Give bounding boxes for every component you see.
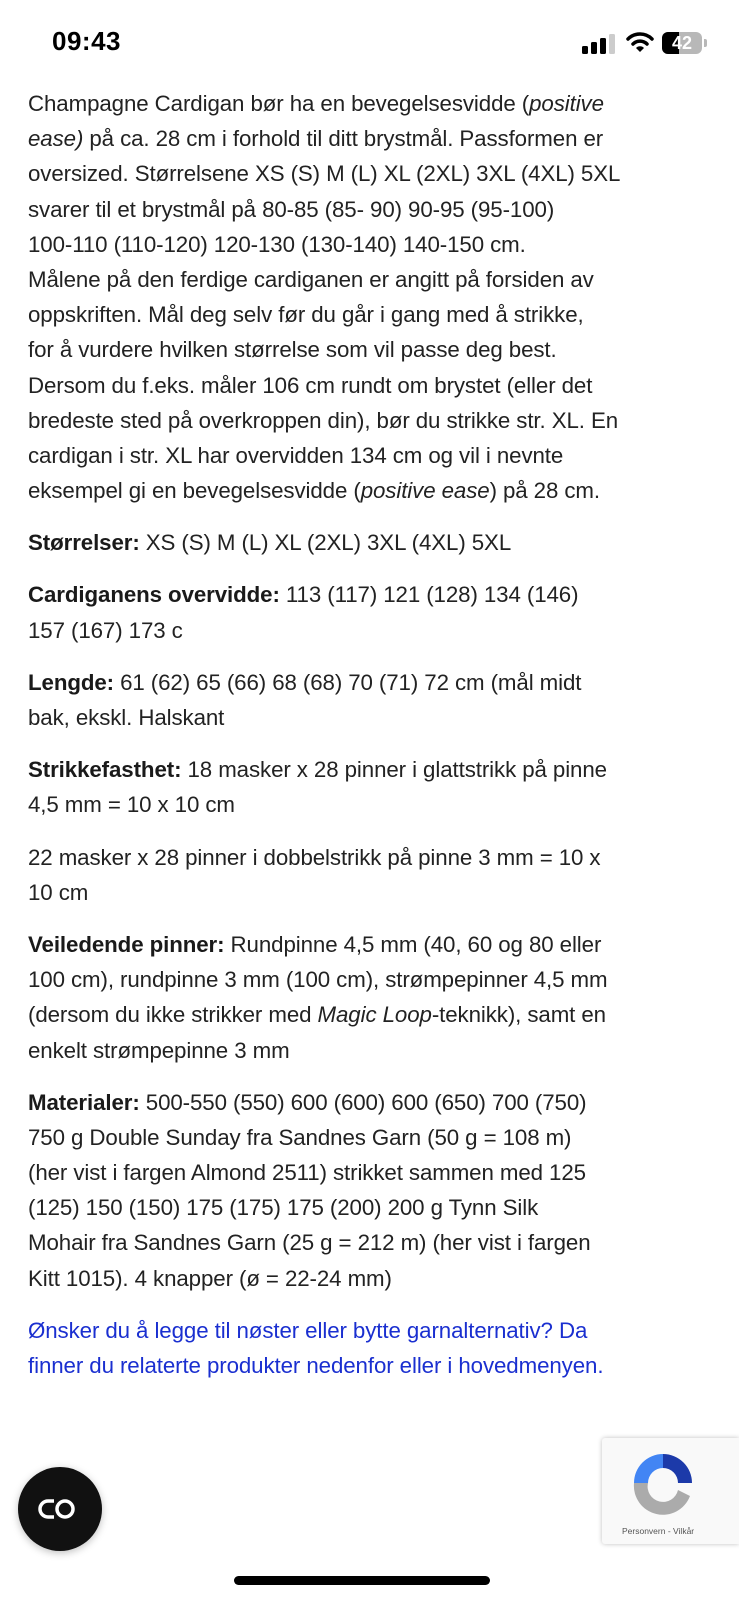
text-segment: eksempel gi en bevegelsesvidde ( [28,478,361,504]
text-line [28,403,728,438]
text-segment: 4,5 mm = 10 x 10 cm [28,792,235,818]
text-line [28,1190,728,1225]
text-segment: oppskriften. Mål deg selv før du går i gang med å strikke, [28,302,584,328]
product-description [28,86,728,1400]
chat-button[interactable] [18,1467,102,1551]
spec-label: Materialer: [28,1089,140,1115]
paragraph [28,577,728,647]
wifi-icon [626,30,654,54]
text-segment: (dersom du ikke strikker med [28,1002,318,1028]
text-line [28,438,728,473]
text-segment: ) på 28 cm. [489,478,600,504]
recaptcha-links[interactable]: Personvern - Vilkår [622,1526,695,1536]
text-line [28,192,728,227]
text-line [28,962,728,997]
paragraph [28,752,728,822]
battery-percent: 42 [671,33,693,53]
text-segment: 61 (62) 65 (66) 68 (68) 70 (71) 72 cm (mål midt [114,669,582,695]
text-segment: Magic Loop [317,1002,432,1028]
chat-logo-icon [18,1467,102,1551]
text-line [28,840,728,875]
text-segment: 750 g Double Sunday fra Sandnes Garn (50 g = 108 m) [28,1124,572,1150]
text-segment: 22 masker x 28 pinner i dobbelstrikk på pinne 3 mm = 10 x [28,844,601,870]
text-segment: (125) 150 (150) 175 (175) 175 (200) 200 g Tynn Silk [28,1195,539,1221]
text-segment: 10 cm [28,879,89,905]
text-segment: Målene på den ferdige cardiganen er angitt på forsiden av [28,266,594,292]
recaptcha-icon [628,1448,698,1518]
text-segment: Kitt 1015). 4 knapper (ø = 22-24 mm) [28,1265,392,1291]
text-segment: positive ease [360,478,490,504]
recaptcha-badge[interactable] [602,1438,739,1544]
text-line [28,368,728,403]
text-segment: -teknikk), samt en [431,1002,606,1028]
status-bar [0,0,739,80]
text-segment: for å vurdere hvilken størrelse som vil passe deg best. [28,337,557,363]
spec-label: Strikkefasthet: [28,757,182,783]
text-line [28,787,728,822]
text-segment: (her vist i fargen Almond 2511) strikket sammen med 125 [28,1160,586,1186]
text-segment: 100-110 (110-120) 120-130 (130-140) 140-150 cm. [28,231,526,257]
text-segment: 157 (167) 173 c [28,617,183,643]
text-line [28,1225,728,1260]
cellular-signal-icon [582,34,615,54]
text-line [28,262,728,297]
clock: 09:43 [52,26,121,56]
spec-label: Lengde: [28,669,115,695]
text-segment: 500-550 (550) 600 (600) 600 (650) 700 (750) [139,1089,587,1115]
spec-label: Veiledende pinner: [28,931,225,957]
paragraph [28,840,728,910]
spec-label: Størrelser: [28,530,140,556]
text-segment: enkelt strømpepinne 3 mm [28,1037,290,1063]
text-line[interactable] [28,1348,728,1383]
text-line [28,227,728,262]
text-line [28,121,728,156]
text-line [28,473,728,508]
text-line [28,577,728,612]
text-segment: oversized. Størrelsene XS (S) M (L) XL (2XL) 3XL (4XL) 5XL [28,161,621,187]
spec-label: Cardiganens overvidde: [28,582,280,608]
text-line [28,297,728,332]
text-line [28,613,728,648]
text-line [28,1085,728,1120]
text-segment: svarer til et brystmål på 80-85 (85- 90) 90-95 (95-100) [28,196,555,222]
text-segment: ease) [28,126,84,152]
text-segment: på ca. 28 cm i forhold til ditt brystmål. Passformen er [83,126,604,152]
battery-icon [662,32,702,54]
paragraph [28,1085,728,1296]
text-line [28,332,728,367]
text-segment: finner du relaterte produkter nedenfor eller i hovedmenyen. [28,1353,604,1378]
text-segment: positive [529,91,604,116]
text-segment: bak, ekskl. Halskant [28,705,225,730]
text-segment: Ønsker du å legge til nøster eller bytte garnalternativ? Da [28,1317,588,1343]
text-segment: Champagne Cardigan bør ha en bevegelsesvidde ( [28,91,530,116]
text-line [28,156,728,191]
text-line[interactable] [28,1313,728,1348]
text-segment: 100 cm), rundpinne 3 mm (100 cm), strømpepinner 4,5 mm [28,967,608,993]
text-segment: XS (S) M (L) XL (2XL) 3XL (4XL) 5XL [139,530,512,556]
text-line [28,86,728,121]
home-indicator [234,1576,490,1585]
paragraph [28,525,728,560]
paragraph [28,927,728,1068]
text-line [28,700,728,735]
text-line [28,752,728,787]
text-line [28,875,728,910]
text-segment: Dersom du f.eks. måler 106 cm rundt om brystet (eller det [28,372,593,398]
text-line [28,927,728,962]
text-line [28,665,728,700]
text-line [28,1120,728,1155]
text-segment: Mohair fra Sandnes Garn (25 g = 212 m) (her vist i fargen [28,1230,591,1256]
text-segment: 18 masker x 28 pinner i glattstrikk på pinne [181,757,607,783]
text-segment: Rundpinne 4,5 mm (40, 60 og 80 eller [224,931,602,957]
related-products-link[interactable] [28,1313,728,1383]
text-line [28,525,728,560]
text-segment: bredeste sted på overkroppen din), bør du strikke str. XL. En [28,407,619,433]
paragraph [28,86,728,508]
text-segment: cardigan i str. XL har overvidden 134 cm og vil i nevnte [28,442,564,468]
text-line [28,1261,728,1296]
text-segment: 113 (117) 121 (128) 134 (146) [279,582,579,608]
text-line [28,997,728,1032]
paragraph [28,665,728,735]
text-line [28,1155,728,1190]
text-line [28,1033,728,1068]
